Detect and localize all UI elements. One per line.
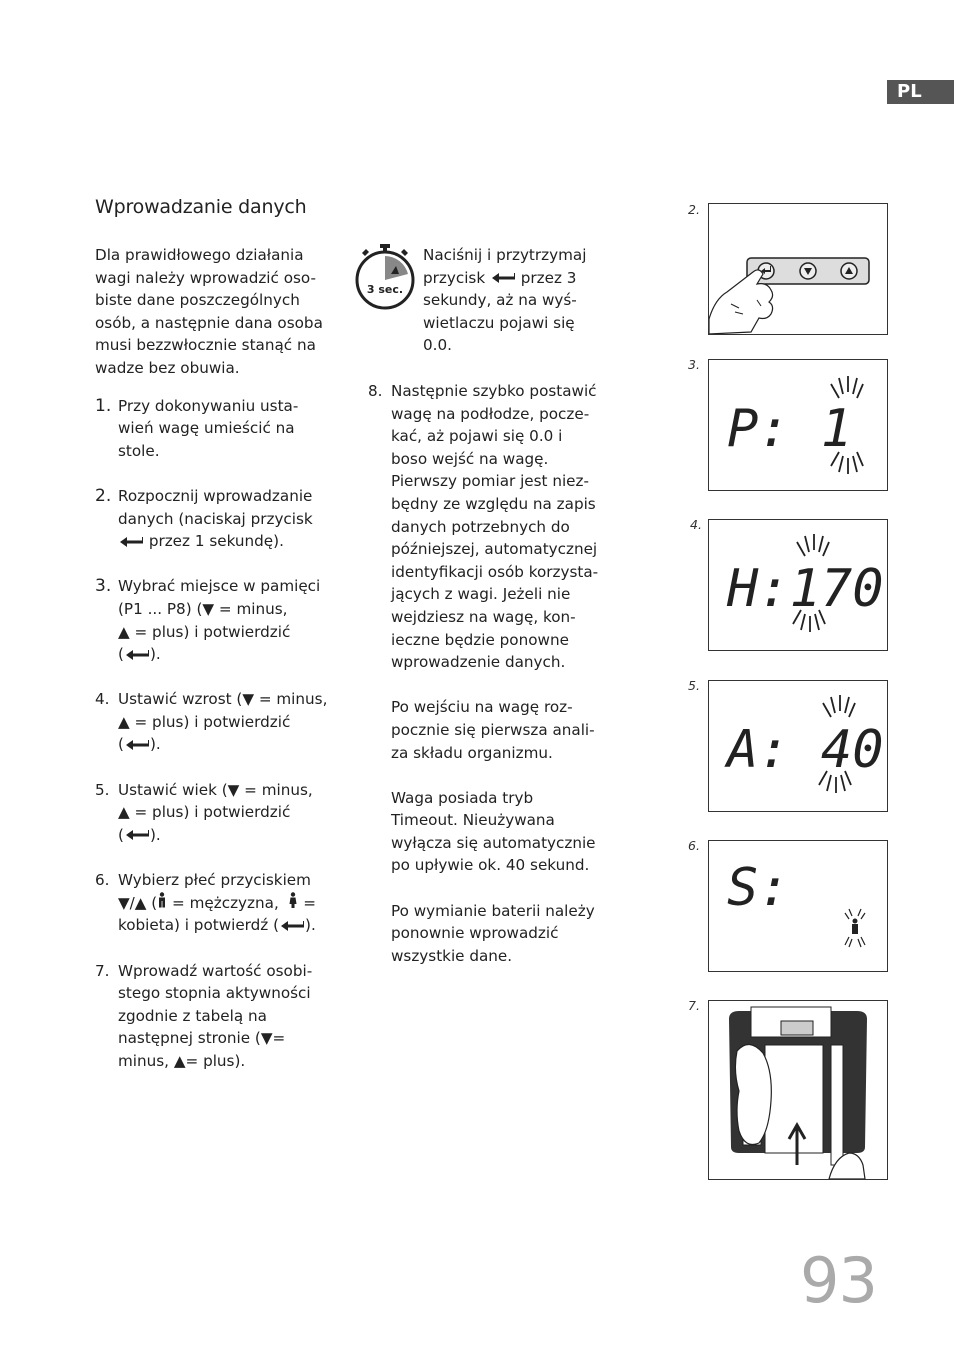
- figure-label: 5.: [688, 678, 700, 693]
- figure-label: 2.: [688, 202, 700, 217]
- intro-line: wadze bez obuwia.: [95, 358, 240, 377]
- intro-line: Dla prawidłowego działania: [95, 246, 304, 264]
- step-text: (P1 ... P8) (▼ = minus,: [118, 599, 288, 618]
- step-text: Ustawić wiek (▼ = minus,: [118, 780, 313, 799]
- step-1: [95, 395, 345, 463]
- step-text: minus, ▲= plus).: [118, 1051, 246, 1070]
- step-number: 2.: [95, 485, 112, 506]
- paragraph-line: wyłącza się automatycznie: [391, 833, 596, 852]
- figure-label: 3.: [688, 357, 700, 372]
- step-text: ).: [149, 735, 161, 754]
- figure-7-scale-step: [708, 1000, 888, 1180]
- step-text: boso wejść na wagę.: [391, 449, 549, 468]
- paragraph-line: Po wymianie baterii należy: [391, 901, 595, 920]
- intro-line: musi bezzwłocznie stanąć na: [95, 336, 316, 355]
- paragraph-line: po upływie ok. 40 sekund.: [391, 856, 590, 875]
- enter-key-icon: [124, 649, 150, 661]
- page-number: 93: [800, 1244, 877, 1317]
- figure-5-lcd-age: [708, 680, 888, 812]
- step-text: Naciśnij i przytrzymaj: [423, 246, 587, 264]
- step-text: wejdziesz na wagę, kon-: [391, 607, 576, 626]
- enter-key-icon: [118, 536, 144, 548]
- enter-key-icon: [279, 920, 305, 932]
- step-7: [95, 960, 345, 1073]
- step-text: ).: [149, 645, 161, 664]
- step-6: [95, 869, 345, 937]
- step-text: danych (naciskaj przycisk: [118, 509, 313, 528]
- step-text: ▲ = plus) i potwierdzić: [118, 712, 291, 731]
- step-text: wagę na podłodze, pocze-: [391, 404, 590, 423]
- step-3: 3. Wybrać miejsce w pamięci (P1 ... P8) (▼ = minus, ▲ = plus) i potwierdzić ( ).: [95, 575, 345, 665]
- paragraph-line: za składu organizmu.: [391, 743, 553, 762]
- male-icon: [157, 892, 167, 915]
- step-text: =: [298, 893, 316, 912]
- step-text: Ustawić wzrost (▼ = minus,: [118, 690, 328, 709]
- lcd-display-text: P: 1: [727, 399, 853, 459]
- step-text: będny ze względu na zapis: [391, 494, 596, 513]
- step-text: ▲ = plus) i potwierdzić: [118, 622, 291, 641]
- lcd-display-text: H:170: [727, 559, 884, 619]
- intro-line: osób, a następnie dana osoba: [95, 313, 323, 332]
- step-text: kać, aż pojawi się 0.0 i: [391, 427, 563, 446]
- step-text: przycisk: [423, 268, 486, 287]
- step-text: późniejszej, automatycznej: [391, 540, 598, 559]
- step-text: przez 1 sekundę).: [148, 532, 284, 551]
- female-icon: [288, 892, 298, 915]
- step-text: wietlaczu pojawi się: [423, 313, 575, 332]
- step-text: Następnie szybko postawić: [391, 382, 597, 400]
- left-column: [95, 244, 345, 1073]
- paragraph-line: ponownie wprowadzić: [391, 924, 559, 943]
- figure-label: 6.: [688, 838, 700, 853]
- step-text: jących z wagi. Jeżeli nie: [391, 585, 571, 604]
- step-number: 5.: [95, 780, 110, 799]
- paragraph-line: Timeout. Nieużywana: [391, 811, 555, 830]
- paragraph-line: wszystkie dane.: [391, 946, 513, 965]
- step-text: ▼/▲ (: [118, 893, 158, 912]
- figure-2-buttons: [708, 203, 888, 335]
- step-text: Rozpocznij wprowadzanie: [118, 486, 313, 505]
- step-text: wprowadzenie danych.: [391, 653, 566, 672]
- step-text: Pierwszy pomiar jest niez-: [391, 472, 589, 491]
- intro-line: wagi należy wprowadzić oso-: [95, 268, 316, 287]
- step-number: 8.: [368, 382, 383, 400]
- step-text: ).: [149, 825, 161, 844]
- step-number: 1.: [95, 395, 112, 416]
- step-text: ieczne będzie ponowne: [391, 630, 569, 649]
- step-text: Wybierz płeć przyciskiem: [118, 871, 311, 890]
- intro-line: biste dane poszczególnych: [95, 291, 300, 310]
- step-number: 7.: [95, 961, 110, 980]
- step-text: kobieta) i potwierdź (: [118, 916, 280, 935]
- step-number: 3.: [95, 576, 112, 597]
- middle-column: [368, 380, 618, 967]
- step-text: wień wagę umieścić na: [118, 419, 295, 438]
- enter-key-icon: [490, 272, 516, 284]
- timer-label: 3 sec.: [366, 283, 404, 296]
- step-text: Wprowadź wartość osobi-: [118, 961, 313, 980]
- step-text: 0.0.: [423, 336, 452, 355]
- hold-instruction: [423, 244, 613, 357]
- section-title: Wprowadzanie danych: [95, 196, 307, 218]
- step-text: = mężczyzna,: [167, 893, 279, 912]
- timer-icon: [352, 244, 418, 310]
- figure-label: 4.: [690, 517, 702, 532]
- step-text: Przy dokonywaniu usta-: [118, 396, 299, 415]
- language-tag: PL: [887, 80, 954, 104]
- step-text: stego stopnia aktywności: [118, 984, 311, 1003]
- step-number: 6.: [95, 871, 110, 890]
- paragraph-line: Po wejściu na wagę roz-: [391, 698, 573, 717]
- step-number: 4.: [95, 690, 110, 709]
- step-text: stole.: [118, 441, 160, 460]
- step-text: Wybrać miejsce w pamięci: [118, 577, 321, 596]
- step-text: danych potrzebnych do: [391, 517, 570, 536]
- enter-key-icon: [124, 829, 150, 841]
- step-text: ).: [305, 916, 316, 935]
- step-2: [95, 485, 345, 553]
- step-text: zgodnie z tabelą na: [118, 1006, 267, 1025]
- lcd-display-text: S:: [727, 858, 790, 918]
- step-5: 5. Ustawić wiek (▼ = minus, ▲ = plus) i potwierdzić ( ).: [95, 779, 345, 847]
- lcd-display-text: A: 40: [727, 720, 884, 780]
- step-4: 4. Ustawić wzrost (▼ = minus, ▲ = plus) i potwierdzić ( ).: [95, 688, 345, 756]
- paragraph-line: Waga posiada tryb: [391, 788, 534, 807]
- step-text: przez 3: [520, 268, 577, 287]
- paragraph-line: pocznie się pierwsza anali-: [391, 720, 595, 739]
- step-8: [368, 380, 618, 967]
- step-text: identyfikacji osób korzysta-: [391, 562, 599, 581]
- step-text: sekundy, aż na wyś-: [423, 291, 577, 310]
- figure-4-lcd-height: [708, 519, 888, 651]
- enter-key-icon: [124, 739, 150, 751]
- figure-label: 7.: [688, 998, 700, 1013]
- figure-3-lcd-memory: [708, 359, 888, 491]
- figure-6-lcd-sex: [708, 840, 888, 972]
- step-text: następnej stronie (▼=: [118, 1029, 286, 1048]
- step-text: ▲ = plus) i potwierdzić: [118, 803, 291, 822]
